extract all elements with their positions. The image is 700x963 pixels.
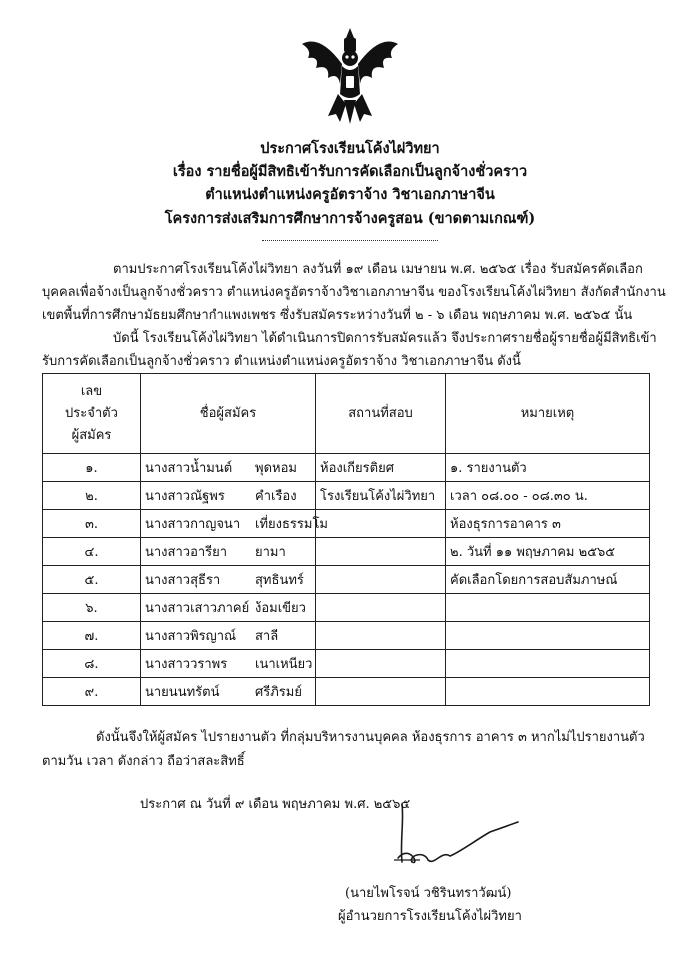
first-name: นางสาวเสาวภาคย์ [145, 601, 250, 616]
paragraph-1-line-2: บุคคลเพื่อจ้างเป็นลูกจ้างชั่วคราว ตำแหน่งครูอัตราจ้างวิชาเอกภาษาจีน ของโรงเรียนโค้งไผ่วิทยา สังกัดสำนักงาน [42, 285, 666, 300]
table-row [43, 454, 650, 482]
row-number: ๖. [43, 594, 141, 622]
row-place: ห้องเกียรติยศ [316, 454, 446, 482]
header-no-line-3: ผู้สมัคร [71, 427, 112, 443]
row-number: ๒. [43, 482, 141, 510]
last-name: สาลี [255, 629, 279, 644]
row-name [141, 594, 316, 622]
paragraph-1-line-3: เขตพื้นที่การศึกษามัธยมศึกษากำแพงเพชร ซึ่งรับสมัครระหว่างวันที่ ๒ - ๖ เดือน พฤษภาคม พ.ศ. ๒๕๖๕ นั้น [42, 308, 633, 323]
first-name: นางสาวณัฐพร [145, 489, 225, 504]
first-name: นางสาวพิรญาณ์ [145, 629, 237, 644]
row-number: ๙. [43, 678, 141, 706]
table-row [43, 678, 650, 706]
row-number: ๔. [43, 538, 141, 566]
row-name [141, 678, 316, 706]
garuda-emblem [298, 24, 402, 128]
table-row [43, 594, 650, 622]
header-exam-place: สถานที่สอบ [316, 374, 446, 454]
paragraph-2-line-1: บัดนี้ โรงเรียนโค้งไผ่วิทยา ได้ดำเนินการปิดการรับสมัครแล้ว จึงประกาศรายชื่อผู้รายชื่อผู้มีสิทธิเข้า [113, 331, 657, 346]
table-row [43, 510, 650, 538]
row-name [141, 510, 328, 538]
row-number: ๘. [43, 650, 141, 678]
row-name [141, 650, 316, 678]
paragraph-1-line-1: ตามประกาศโรงเรียนโค้งไผ่วิทยา ลงวันที่ ๑๙ เดือน เมษายน พ.ศ. ๒๕๖๕ เรื่อง รับสมัครคัดเลือก [113, 262, 643, 277]
row-note: ห้องธุรการอาคาร ๓ [446, 510, 650, 538]
paragraph-2-line-2: รับการคัดเลือกเป็นลูกจ้างชั่วคราว ตำแหน่งตำแหน่งครูอัตราจ้าง วิชาเอกภาษาจีน ดังนี้ [42, 354, 521, 369]
row-name [141, 482, 316, 510]
announcement-date: ประกาศ ณ วันที่ ๙ เดือน พฤษภาคม พ.ศ. ๒๕๖๕ [140, 797, 411, 812]
title-line-1: ประกาศโรงเรียนโค้งไผ่วิทยา [260, 140, 440, 157]
candidate-table [42, 373, 650, 706]
last-name: เนาเหนียว [255, 657, 313, 672]
header-remark: หมายเหตุ [446, 374, 650, 454]
row-name [141, 622, 316, 650]
row-place [316, 678, 446, 706]
row-note [446, 594, 650, 622]
table-row [43, 538, 650, 566]
table-row [43, 566, 650, 594]
last-name: ง้อมเขียว [255, 601, 306, 616]
paragraph-3-line-2: ตามวัน เวลา ดังกล่าว ถือว่าสละสิทธิ์ [42, 754, 245, 769]
signatory-name: (นายไพโรจน์ วชิรินทราวัฒน์) [345, 886, 512, 901]
row-place: โรงเรียนโค้งไผ่วิทยา [316, 482, 446, 510]
row-place [316, 650, 446, 678]
dotted-divider [262, 240, 438, 241]
table-row [43, 482, 650, 510]
row-place [316, 538, 446, 566]
row-note [446, 650, 650, 678]
title-line-3: ตำแหน่งตำแหน่งครูอัตราจ้าง วิชาเอกภาษาจีน [205, 186, 495, 203]
row-note: คัดเลือกโดยการสอบสัมภาษณ์ [446, 566, 650, 594]
row-name [141, 566, 316, 594]
row-name [141, 454, 316, 482]
first-name: นางสาวน้ำมนต์ [145, 461, 233, 476]
row-note: ๒. วันที่ ๑๑ พฤษภาคม ๒๕๖๕ [446, 538, 650, 566]
last-name: สุทธินทร์ [255, 573, 304, 588]
last-name: พุดหอม [255, 461, 297, 476]
last-name: ยามา [255, 545, 286, 560]
row-number: ๗. [43, 622, 141, 650]
table-row [43, 622, 650, 650]
row-note: ๑. รายงานตัว [446, 454, 650, 482]
header-no-line-2: ประจำตัว [65, 405, 118, 421]
table-header-row [43, 374, 650, 454]
last-name: คำเรือง [255, 489, 297, 504]
signatory-title: ผู้อำนวยการโรงเรียนโค้งไผ่วิทยา [338, 909, 522, 924]
row-name [141, 538, 316, 566]
table-row [43, 650, 650, 678]
row-number: ๑. [43, 454, 141, 482]
paragraph-3-line-1: ดังนั้นจึงให้ผู้สมัคร ไปรายงานตัว ที่กลุ่มบริหารงานบุคคล ห้องธุรการ อาคาร ๓ หากไม่ไปรายงานตัว [96, 730, 645, 745]
header-applicant-name: ชื่อผู้สมัคร [141, 374, 316, 454]
first-name: นางสาวอารียา [145, 545, 228, 560]
row-number: ๕. [43, 566, 141, 594]
first-name: นางสาวสุธีรา [145, 573, 221, 588]
title-line-2: เรื่อง รายชื่อผู้มีสิทธิเข้ารับการคัดเลือกเป็นลูกจ้างชั่วคราว [172, 163, 528, 180]
row-note [446, 622, 650, 650]
first-name: นายนนทรัตน์ [145, 685, 220, 700]
first-name: นางสาวกาญจนา [145, 517, 241, 532]
handwritten-signature [380, 800, 530, 875]
title-line-4: โครงการส่งเสริมการศึกษาการจ้างครูสอน (ขาดตามเกณฑ์) [164, 210, 536, 227]
row-place [316, 510, 446, 538]
row-note [446, 678, 650, 706]
row-place [316, 622, 446, 650]
last-name: เที่ยงธรรมโม [255, 517, 328, 532]
header-applicant-number [43, 374, 141, 454]
row-note: เวลา ๐๘.๐๐ - ๐๘.๓๐ น. [446, 482, 650, 510]
header-no-line-1: เลข [80, 383, 103, 399]
row-place [316, 594, 446, 622]
row-place [316, 566, 446, 594]
row-number: ๓. [43, 510, 141, 538]
first-name: นางสาววราพร [145, 657, 228, 672]
last-name: ศรีภิรมย์ [255, 685, 302, 700]
